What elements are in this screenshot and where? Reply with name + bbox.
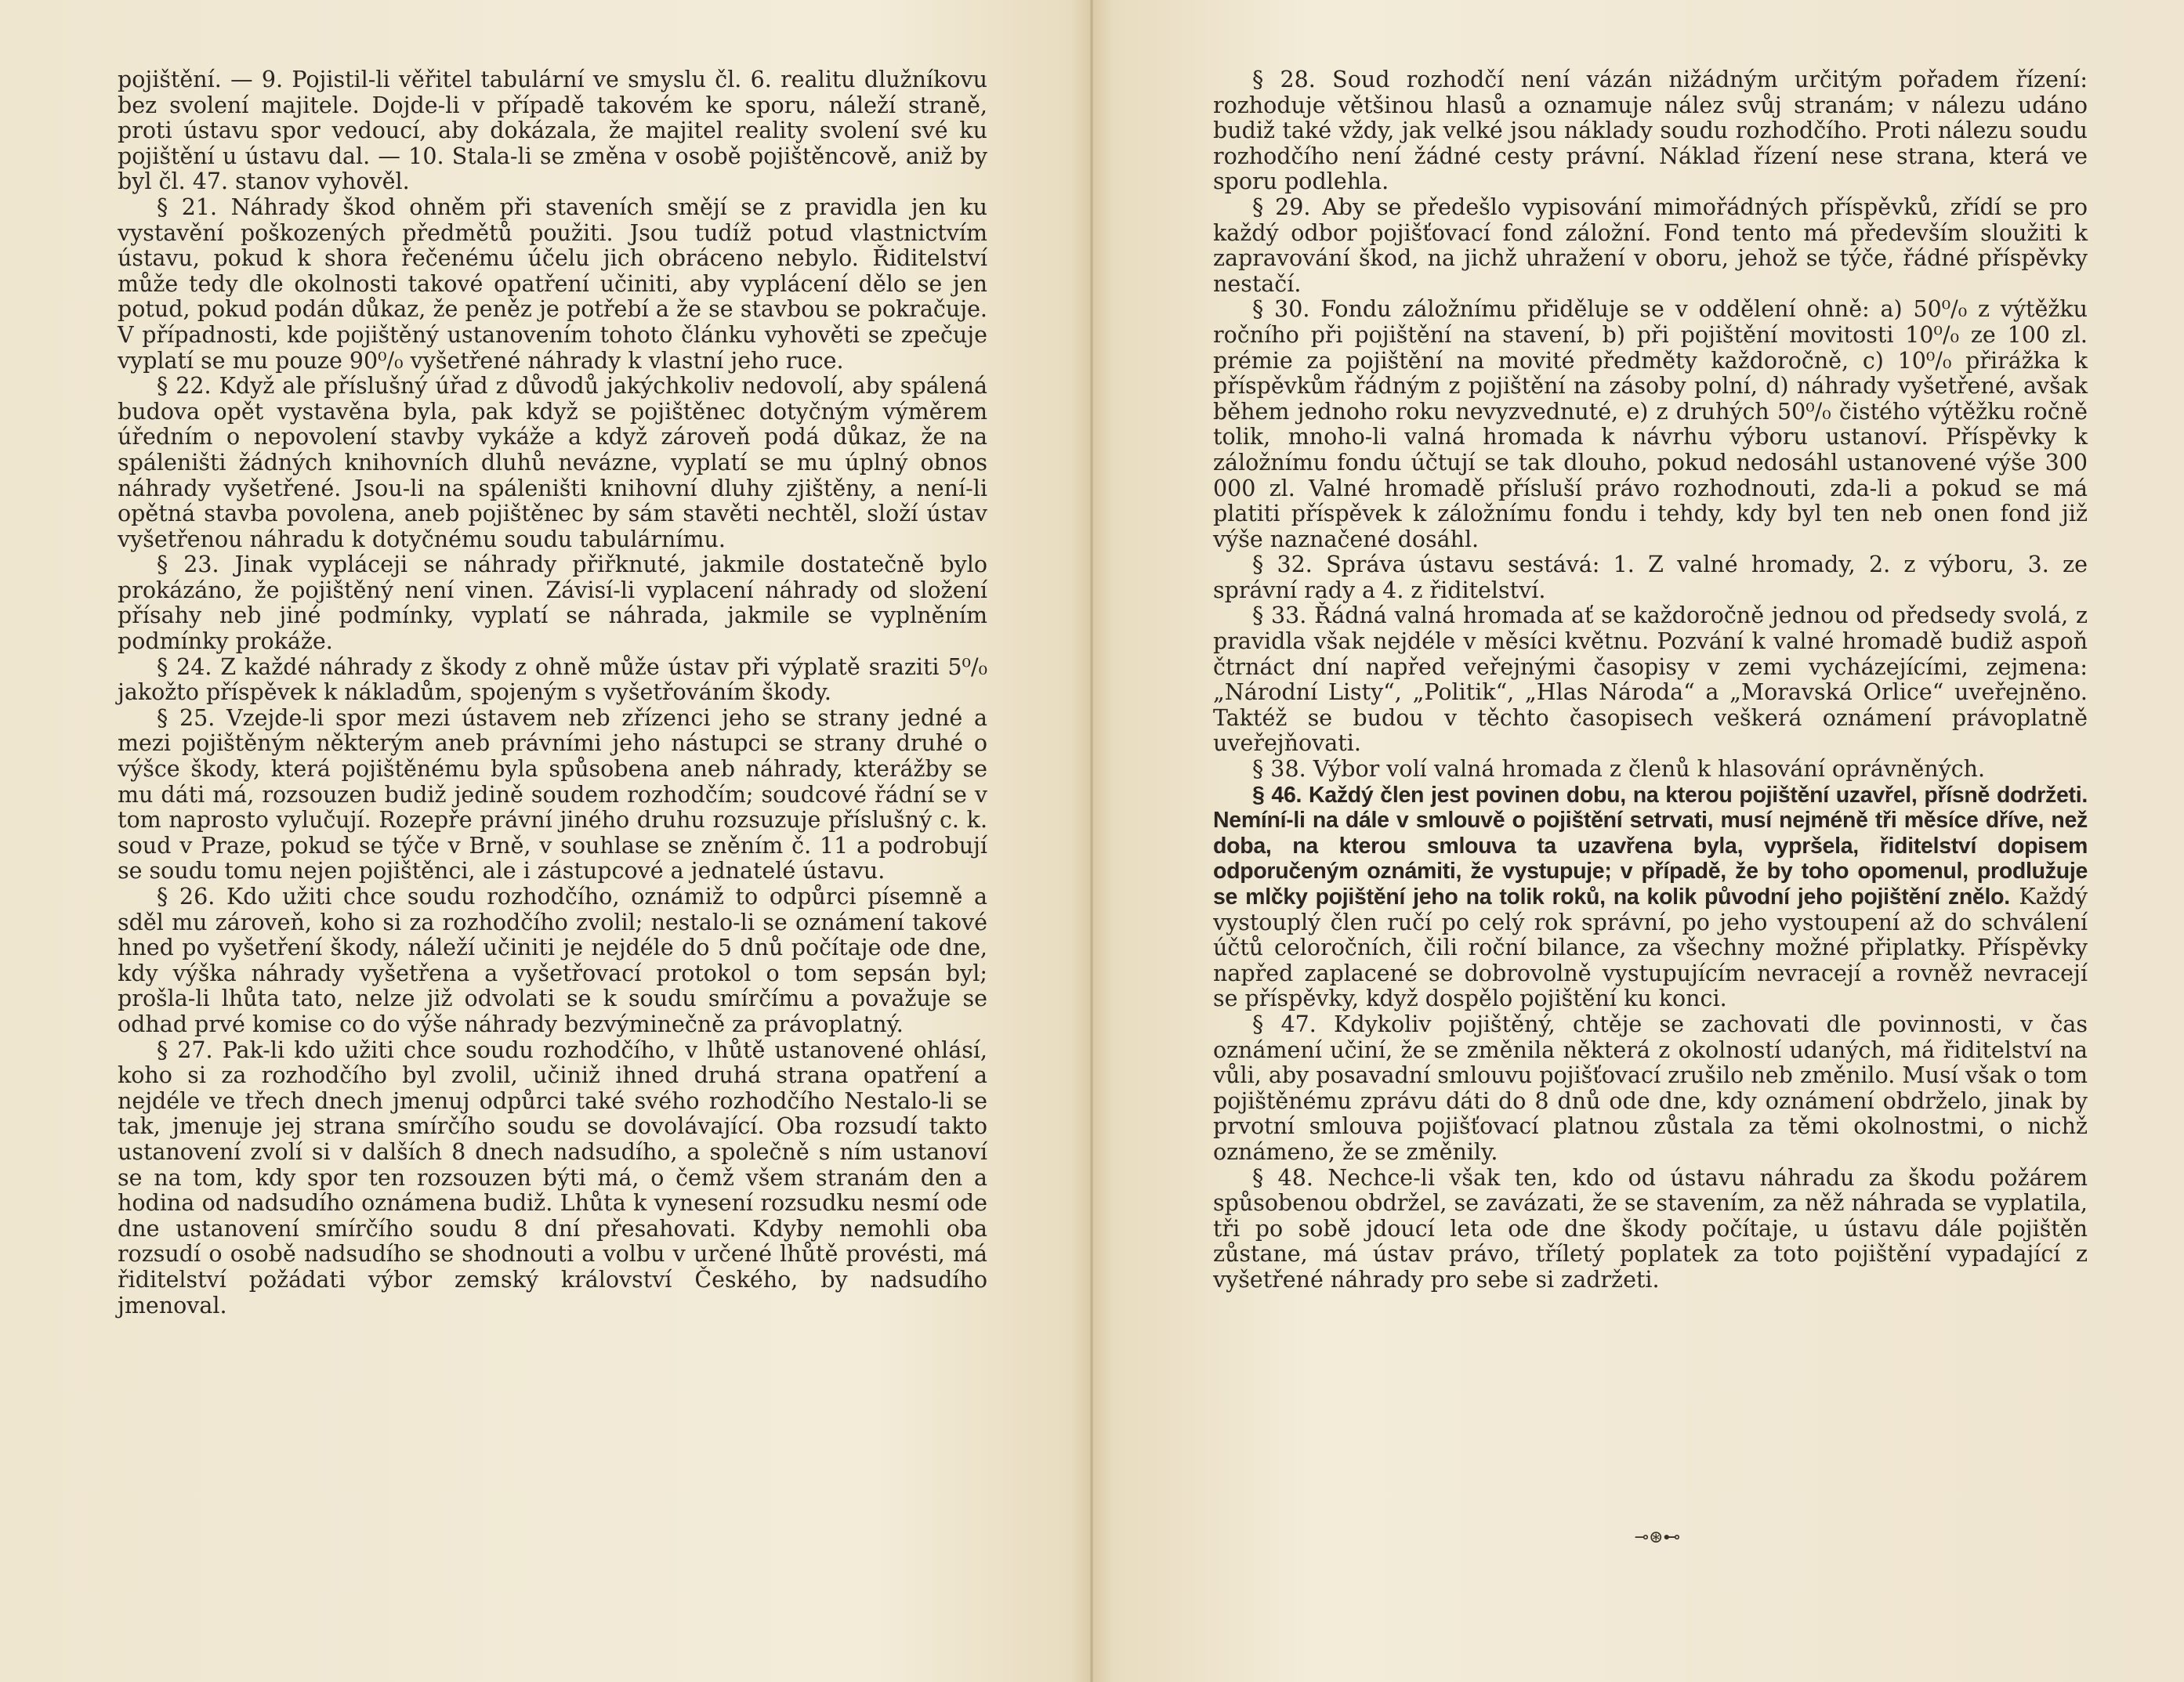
paragraph-47: § 47. Kdykoliv pojištěný, chtěje se zachovati dle povinnosti, v čas oznámení učiní, že se změnila některá z okolností udaných, má řiditelství na vůli, aby posavadní smlouvu pojišťovací zrušilo neb změnilo. Musí však o tom pojištěnému zprávu dáti do 8 dnů ode dne, kdy oznámení obdrželo, jinak by prvotní smlouva pojišťovací platnou zůstala za těmi okolnostmi, o nichž oznámeno, že se změnily. bbox=[1213, 1011, 2088, 1165]
paragraph-38: § 38. Výbor volí valná hromada z členů k hlasování oprávněných. bbox=[1252, 756, 1986, 783]
bold-notice: § 46. Každý člen jest povinen dobu, na kterou pojištění uzavřel, přísně dodržeti. Nemíní-li na dále v smlouvě o pojištění setrvati, musí nejméně tři měsíce dříve, než doba, na kterou smlouva ta uzavřena byla, vypršela, řiditelství dopisem odporučeným oznámiti, že vystupuje; v případě, že by toho opomenul, prodlužuje se mlčky pojištění jeho na tolik roků, na kolik původní jeho pojištění znělo. bbox=[1213, 782, 2088, 910]
paragraph-22: § 22. Když ale příslušný úřad z důvodů jakýchkoliv nedovolí, aby spálená budova opět vystavěna byla, pak když se pojištěnec dotyčným výměrem úředním o nepovolení stavby vykáže a když zároveň podá důkaz, že na spáleništi žádných knihovních dluhů nevázne, vyplatí se mu úplný obnos náhrady vyšetřené. Jsou-li na spáleništi knihovní dluhy zjištěny, a není-li opětná stavba povolena, aneb pojištěnec by sám stavěti nechtěl, složí ústav vyšetřenou náhradu k dotyčnému soudu tabulárnímu. bbox=[118, 373, 987, 552]
ornament-divider: ⊸⊛⊷ bbox=[1634, 1528, 1681, 1547]
paragraph-21: § 21. Náhrady škod ohněm při staveních smějí se z pravidla jen ku vystavění poškozených předmětů použiti. Jsou tudíž potud vlastnictvím ústavu, pokud k shora řečenému účelu jich obráceno nebylo. Řiditelství může tedy dle okolnosti takové opatření učiniti, aby vyplácení dělo se jen potud, pokud podán důkaz, že peněz je potřebí a že se stavbou se pokračuje. V případnosti, kde pojištěný ustanovením tohoto článku vyhověti se zpečuje vyplatí se mu pouze 90⁰/₀ vyšetřené náhrady k vlastní jeho ruce. bbox=[118, 194, 987, 374]
paragraph-26: § 26. Kdo užiti chce soudu rozhodčího, oznámiž to odpůrci písemně a sděl mu zároveň, koho si za rozhodčího zvolil; nestalo-li se oznámení takové hned po vyšetření škody, náleží učiniti je nejdéle do 5 dnů počítaje ode dne, kdy výška náhrady vyšetřena a vyšetřovací protokol o tom sepsán byl; prošla-li lhůta tato, nelze již odvolati se k soudu smírčímu a považuje se odhad prvé komise co do výše náhrady bezvýminečně za právoplatný. bbox=[118, 884, 987, 1037]
left-page bbox=[118, 67, 987, 1318]
paragraph-46-rest: Každý vystouplý člen ručí po celý rok správní, po jeho vystoupení až do schválení účtů celoročních, čili roční bilance, za všechny možné připlatky. Příspěvky napřed zaplacené se dobrovolně vystupujícím nevracejí a rovněž nevracejí se příspěvky, když dospělo pojištění ku konci. bbox=[1213, 884, 2088, 1012]
right-page bbox=[1213, 67, 2088, 1293]
book-gutter bbox=[1090, 0, 1093, 1682]
paragraph-32: § 32. Správa ústavu sestává: 1. Z valné hromady, 2. z výboru, 3. ze správní rady a 4. z řiditelství. bbox=[1213, 552, 2088, 603]
paragraph-29: § 29. Aby se předešlo vypisování mimořádných příspěvků, zřídí se pro každý odbor pojišťovací fond záložní. Fond tento má především sloužiti k zapravování škod, na jichž uhražení v oboru, jehož se týče, řádné příspěvky nestačí. bbox=[1213, 194, 2088, 297]
paragraph: pojištění. — 9. Pojistil-li věřitel tabulární ve smyslu čl. 6. realitu dlužníkovu bez svolení majitele. Dojde-li v případě takovém ke sporu, náleží straně, proti ústavu spor vedoucí, aby dokázala, že majitel reality svolení své ku pojištění u ústavu dal. — 10. Stala-li se změna v osobě pojištěncově, aniž by byl čl. 47. stanov vyhověl. bbox=[118, 67, 987, 195]
paragraph-24: § 24. Z každé náhrady z škody z ohně může ústav při výplatě sraziti 5⁰/₀ jakožto příspěvek k nákladům, spojeným s vyšetřováním škody. bbox=[118, 653, 987, 706]
paragraph-33: § 33. Řádná valná hromada ať se každoročně jednou od předsedy svolá, z pravidla však nejdéle v měsíci květnu. Pozvání k valné hromadě budiž aspoň čtrnáct dní napřed veřejnými časopisy v zemi vycházejícími, zejmena: „Národní Listy“, „Politik“, „Hlas Národa“ a „Moravská Orlice“ uveřejněno. Taktéž se budou v těchto časopisech veškerá oznámení právoplatně uveřejňovati. bbox=[1213, 602, 2088, 757]
paragraph-30: § 30. Fondu záložnímu přiděluje se v oddělení ohně: a) 50⁰/₀ z výtěžku ročního při pojištění na stavení, b) při pojištění movitosti 10⁰/₀ ze 100 zl. prémie za pojištění na movité předměty každoročně, c) 10⁰/₀ přirážka k příspěvkům řádným z pojištění na zásoby polní, d) náhrady vyšetřené, avšak během jednoho roku nevyzvednuté, e) z druhých 50⁰/₀ čistého výtěžku ročně tolik, mnoho-li valná hromada k návrhu výboru ustanoví. Příspěvky k záložnímu fondu účtují se tak dlouho, pokud nedosáhl ustanovené výše 300 000 zl. Valné hromadě přísluší právo rozhodnouti, zda-li a pokud se má platiti příspěvek k záložnímu fondu i tehdy, kdy byl ten neb onen fond již výše naznačené dosáhl. bbox=[1213, 296, 2088, 552]
paragraph-25: § 25. Vzejde-li spor mezi ústavem neb zřízenci jeho se strany jedné a mezi pojištěným některým aneb právními jeho nástupci se strany druhé o výšce škody, která pojištěnému byla spůsobena aneb náhrady, kterážby se mu dáti má, rozsouzen budiž jedině soudem rozhodčím; soudcové řádní se v tom naprosto vylučují. Rozepře právní jiného druhu rozsuzuje příslušný c. k. soud v Praze, pokud se týče v Brně, v souhlase se zněním č. 11 a podrobují se soudu tomu nejen pojištěnci, ale i zástupcové a jednatelé ústavu. bbox=[118, 704, 987, 884]
paragraph-23: § 23. Jinak vypláceji se náhrady přiřknuté, jakmile dostatečně bylo prokázáno, že pojištěný není vinen. Závisí-li vyplacení náhrady od složení přísahy neb jiné podmínky, vyplatí se náhrada, jakmile se vyplněním podmínky prokáže. bbox=[118, 552, 987, 655]
paragraph-48: § 48. Nechce-li však ten, kdo od ústavu náhradu za škodu požárem spůsobenou obdržel, se zavázati, že se stavením, za něž náhrada se vyplatila, tři po sobě jdoucí leta ode dne škody počítaje, u ústavu dále pojištěn zůstane, má ústav právo, tříletý poplatek za toto pojištění vypadající z vyšetřené náhrady pro sebe si zadržeti. bbox=[1213, 1164, 2088, 1293]
paragraph-46 bbox=[1213, 783, 2088, 1012]
paragraph-27: § 27. Pak-li kdo užiti chce soudu rozhodčího, v lhůtě ustanovené ohlásí, koho si za rozhodčího byl zvolil, učiniž ihned druhá strana opatření a nejdéle ve třech dnech jmenuj odpůrci také svého rozhodčího Nestalo-li se tak, jmenuje jej strana smírčího soudu se dovolávající. Oba rozsudí takto ustanovení zvolí si v dalších 8 dnech nadsudího, a společně s ním ustanoví se na tom, kdy spor ten rozsouzen býti má, o čemž všem stranám den a hodina od nadsudího oznámena budiž. Lhůta k vynesení rozsudku nesmí ode dne ustanovení smírčího soudu 8 dní přesahovati. Kdyby nemohli oba rozsudí o osobě nadsudího se shodnouti a volbu v určené lhůtě provésti, má řiditelství požádati výbor zemský království Českého, by nadsudího jmenoval. bbox=[118, 1036, 987, 1318]
paragraph-28: § 28. Soud rozhodčí není vázán nižádným určitým pořadem řízení: rozhoduje většinou hlasů a oznamuje nález svůj stranám; v nálezu udáno budiž také vždy, jak velké jsou náklady soudu rozhodčího. Proti nálezu soudu rozhodčího není žádné cesty právní. Náklad řízení nese strana, která ve sporu podlehla. bbox=[1213, 67, 2088, 195]
